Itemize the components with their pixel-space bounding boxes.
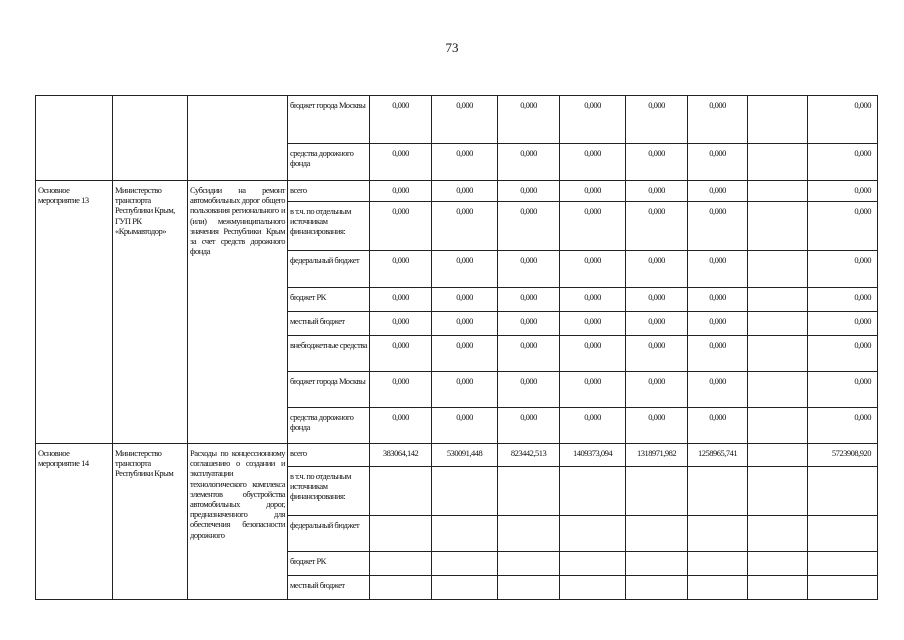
value-cell <box>808 552 878 576</box>
value-cell <box>808 467 878 516</box>
value-cell <box>808 516 878 552</box>
funding-source: федеральный бюджет <box>288 516 370 552</box>
value-cell: 0,000 <box>626 408 688 444</box>
funding-source: всего <box>288 444 370 467</box>
value-cell: 0,000 <box>432 336 498 372</box>
value-cell <box>748 181 808 202</box>
value-cell: 823442,513 <box>498 444 560 467</box>
value-cell: 0,000 <box>498 336 560 372</box>
value-cell: 0,000 <box>560 408 626 444</box>
value-cell: 0,000 <box>560 144 626 181</box>
value-cell <box>748 444 808 467</box>
value-cell: 0,000 <box>498 181 560 202</box>
page-number: 73 <box>445 40 459 55</box>
value-cell <box>560 467 626 516</box>
value-cell <box>498 516 560 552</box>
value-cell <box>370 552 432 576</box>
measure-name: Основное мероприятие 14 <box>36 444 113 600</box>
value-cell: 0,000 <box>498 408 560 444</box>
financing-table <box>35 95 878 600</box>
value-cell: 0,000 <box>370 202 432 251</box>
funding-source: в т.ч. по отдельным источникам финансирования: <box>288 202 370 251</box>
value-cell: 0,000 <box>626 251 688 288</box>
value-cell: 0,000 <box>626 336 688 372</box>
value-cell: 530091,448 <box>432 444 498 467</box>
value-cell: 0,000 <box>808 312 878 336</box>
value-cell: 0,000 <box>688 408 748 444</box>
value-cell: 0,000 <box>688 202 748 251</box>
value-cell <box>626 467 688 516</box>
value-cell: 0,000 <box>498 288 560 312</box>
value-cell: 0,000 <box>560 372 626 408</box>
value-cell: 0,000 <box>626 312 688 336</box>
value-cell <box>748 467 808 516</box>
value-cell: 0,000 <box>688 144 748 181</box>
value-cell <box>626 576 688 600</box>
value-cell: 383064,142 <box>370 444 432 467</box>
value-cell <box>498 467 560 516</box>
value-cell: 0,000 <box>560 312 626 336</box>
funding-source: бюджет города Москвы <box>288 372 370 408</box>
description-cell: Субсидии на ремонт автомобильных дорог общего пользования регионального и (или) межмуниципального значения Республики Крым за счет средств дорожного фонда <box>188 181 288 444</box>
value-cell <box>748 552 808 576</box>
value-cell: 0,000 <box>498 251 560 288</box>
value-cell: 0,000 <box>626 202 688 251</box>
value-cell: 0,000 <box>626 288 688 312</box>
value-cell: 0,000 <box>688 251 748 288</box>
value-cell: 0,000 <box>432 372 498 408</box>
value-cell: 0,000 <box>808 408 878 444</box>
value-cell: 0,000 <box>560 96 626 144</box>
value-cell: 0,000 <box>432 181 498 202</box>
value-cell: 0,000 <box>688 336 748 372</box>
value-cell: 0,000 <box>370 408 432 444</box>
table-row <box>36 96 878 144</box>
value-cell: 0,000 <box>432 251 498 288</box>
value-cell: 0,000 <box>432 96 498 144</box>
value-cell: 0,000 <box>688 372 748 408</box>
value-cell: 0,000 <box>626 144 688 181</box>
table-row <box>36 444 878 467</box>
value-cell: 0,000 <box>370 251 432 288</box>
value-cell: 0,000 <box>498 144 560 181</box>
value-cell <box>498 576 560 600</box>
value-cell: 0,000 <box>688 312 748 336</box>
value-cell: 1258965,741 <box>688 444 748 467</box>
funding-source: внебюджетные средства <box>288 336 370 372</box>
value-cell <box>748 96 808 144</box>
value-cell: 0,000 <box>560 288 626 312</box>
value-cell <box>688 467 748 516</box>
value-cell: 1318971,982 <box>626 444 688 467</box>
funding-source: федеральный бюджет <box>288 251 370 288</box>
funding-source: в т.ч. по отдельным источникам финансирования: <box>288 467 370 516</box>
value-cell <box>560 552 626 576</box>
value-cell <box>626 552 688 576</box>
value-cell <box>748 516 808 552</box>
value-cell: 0,000 <box>370 96 432 144</box>
value-cell <box>688 576 748 600</box>
value-cell: 0,000 <box>688 181 748 202</box>
value-cell <box>688 552 748 576</box>
value-cell: 1409373,094 <box>560 444 626 467</box>
value-cell: 0,000 <box>432 408 498 444</box>
measure-name: Основное мероприятие 13 <box>36 181 113 444</box>
value-cell: 0,000 <box>560 202 626 251</box>
value-cell: 0,000 <box>626 96 688 144</box>
value-cell: 0,000 <box>560 181 626 202</box>
value-cell <box>560 576 626 600</box>
value-cell: 0,000 <box>808 372 878 408</box>
value-cell: 0,000 <box>688 288 748 312</box>
value-cell <box>748 144 808 181</box>
funding-source: местный бюджет <box>288 576 370 600</box>
value-cell: 0,000 <box>626 181 688 202</box>
value-cell <box>370 576 432 600</box>
funding-source: бюджет города Москвы <box>288 96 370 144</box>
value-cell: 0,000 <box>370 181 432 202</box>
value-cell <box>432 516 498 552</box>
value-cell <box>748 251 808 288</box>
executor-cell: Министерство транспорта Республики Крым <box>113 444 188 600</box>
value-cell <box>748 336 808 372</box>
empty-cell <box>113 96 188 181</box>
value-cell: 0,000 <box>498 202 560 251</box>
value-cell: 0,000 <box>808 336 878 372</box>
value-cell: 0,000 <box>370 144 432 181</box>
value-cell: 0,000 <box>432 144 498 181</box>
value-cell: 0,000 <box>432 288 498 312</box>
funding-source: местный бюджет <box>288 312 370 336</box>
value-cell: 0,000 <box>688 96 748 144</box>
value-cell <box>432 552 498 576</box>
value-cell: 0,000 <box>370 372 432 408</box>
value-cell: 0,000 <box>808 288 878 312</box>
value-cell: 0,000 <box>808 202 878 251</box>
value-cell: 0,000 <box>498 96 560 144</box>
value-cell <box>748 312 808 336</box>
table-row <box>36 181 878 202</box>
value-cell: 5723908,920 <box>808 444 878 467</box>
executor-cell: Министерство транспорта Республики Крым, ГУП РК «Крымавтодор» <box>113 181 188 444</box>
value-cell <box>808 576 878 600</box>
empty-cell <box>36 96 113 181</box>
value-cell: 0,000 <box>370 336 432 372</box>
value-cell: 0,000 <box>498 312 560 336</box>
value-cell <box>432 467 498 516</box>
value-cell: 0,000 <box>560 251 626 288</box>
funding-source: всего <box>288 181 370 202</box>
value-cell: 0,000 <box>432 202 498 251</box>
value-cell <box>626 516 688 552</box>
funding-source: бюджет РК <box>288 288 370 312</box>
value-cell <box>370 467 432 516</box>
value-cell: 0,000 <box>370 288 432 312</box>
value-cell <box>748 408 808 444</box>
value-cell <box>748 372 808 408</box>
empty-cell <box>188 96 288 181</box>
value-cell: 0,000 <box>808 181 878 202</box>
value-cell <box>560 516 626 552</box>
value-cell <box>748 288 808 312</box>
value-cell <box>748 576 808 600</box>
value-cell: 0,000 <box>370 312 432 336</box>
funding-source: средства дорожного фонда <box>288 408 370 444</box>
funding-source: средства дорожного фонда <box>288 144 370 181</box>
value-cell: 0,000 <box>432 312 498 336</box>
value-cell <box>688 516 748 552</box>
funding-source: бюджет РК <box>288 552 370 576</box>
value-cell <box>498 552 560 576</box>
value-cell: 0,000 <box>808 251 878 288</box>
description-cell: Расходы по концессионному соглашению о создании и эксплуатации технологического комплекса элементов обустройства автомобильных дорог, предназначенного для обеспечения безопасности дорожного <box>188 444 288 600</box>
value-cell: 0,000 <box>498 372 560 408</box>
value-cell: 0,000 <box>808 96 878 144</box>
value-cell <box>748 202 808 251</box>
value-cell <box>370 516 432 552</box>
value-cell: 0,000 <box>560 336 626 372</box>
value-cell: 0,000 <box>626 372 688 408</box>
value-cell <box>432 576 498 600</box>
value-cell: 0,000 <box>808 144 878 181</box>
